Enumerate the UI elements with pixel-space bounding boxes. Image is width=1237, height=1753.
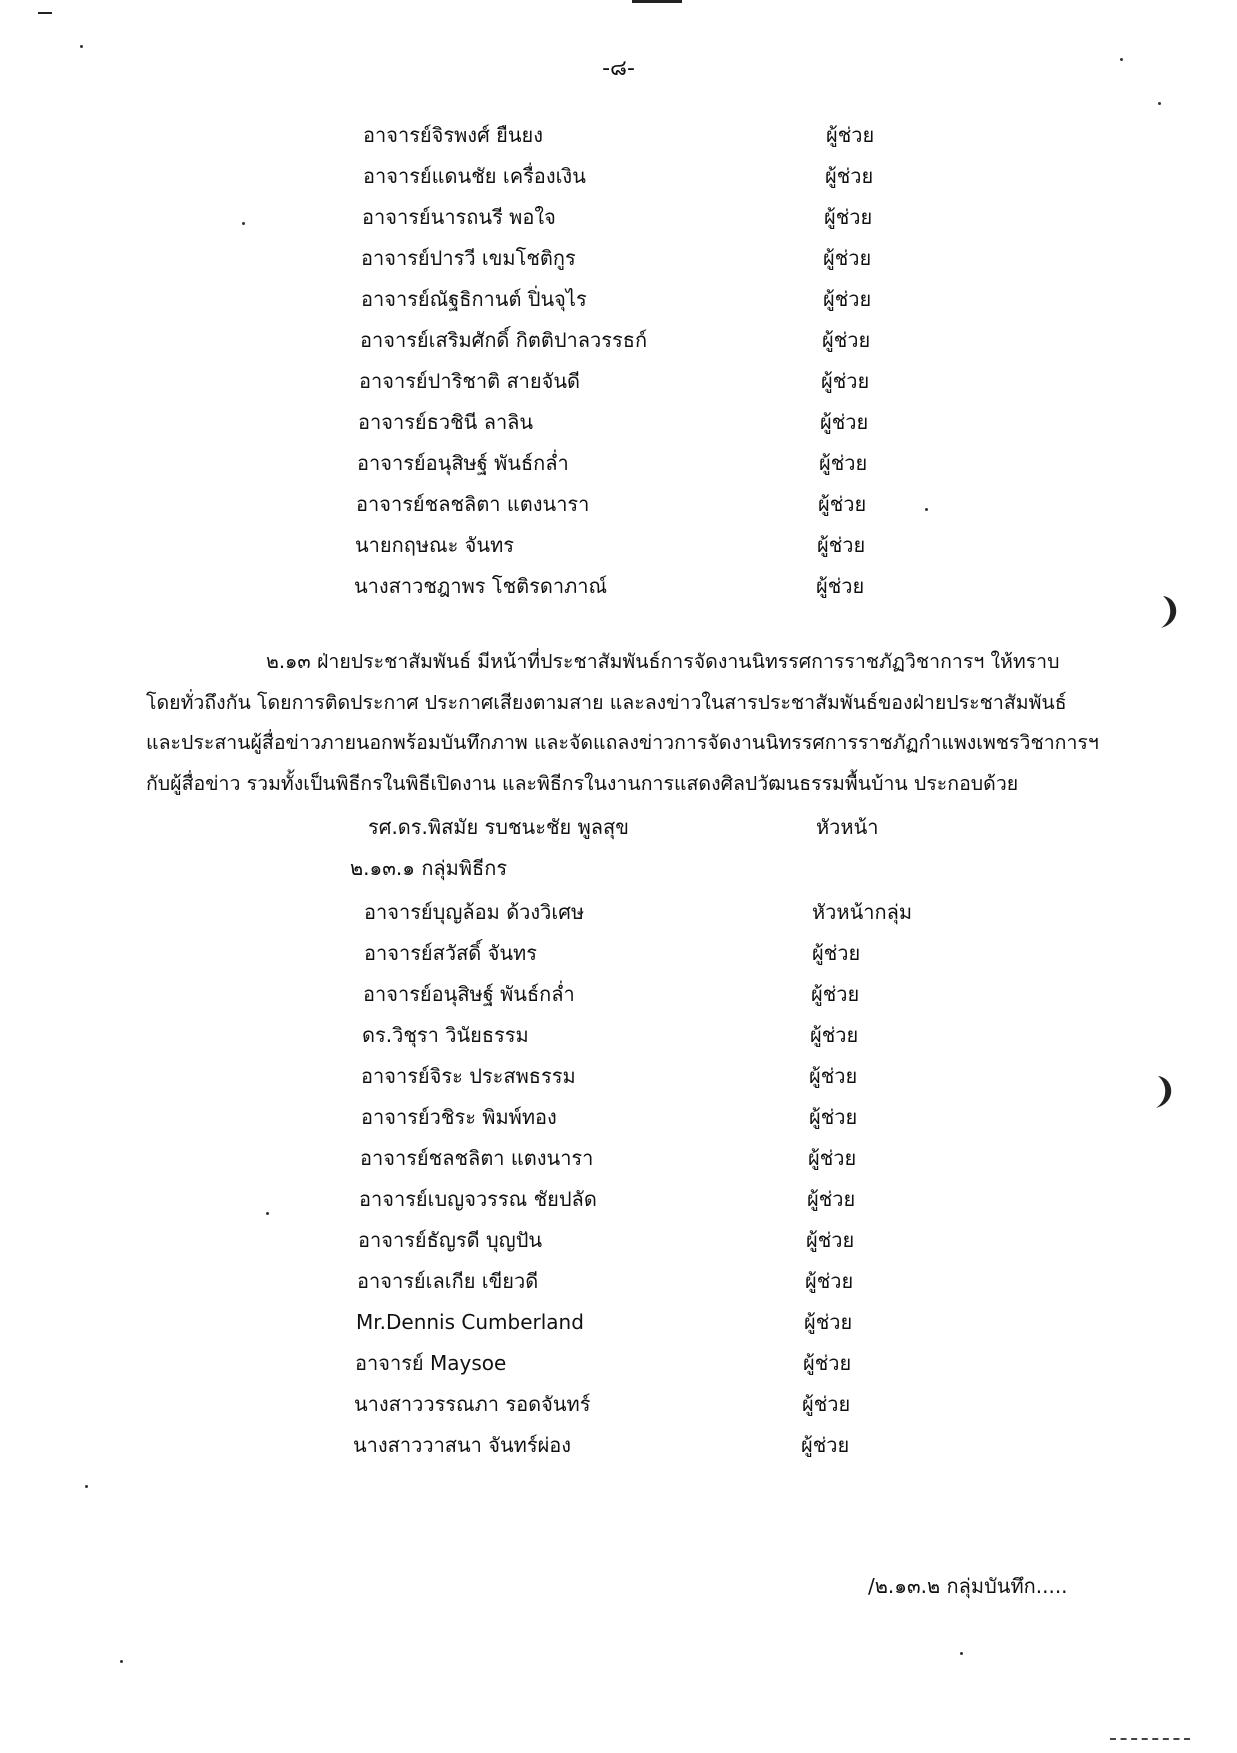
member-name: นางสาววาสนา จันทร์ผ่อง — [353, 1433, 572, 1457]
list-item — [364, 938, 924, 968]
member-name: นางสาววรรณภา รอดจันทร์ — [354, 1392, 591, 1416]
member-role: ผู้ช่วย — [809, 1105, 858, 1129]
member-role: ผู้ช่วย — [826, 123, 875, 147]
member-name: อาจารย์จิระ ประสพธรรม — [361, 1064, 576, 1088]
member-role: ผู้ช่วย — [810, 1023, 859, 1047]
paragraph-line: และประสานผู้สื่อข่าวภายนอกพร้อมบันทึกภาพ และจัดแถลงข่าวการจัดงานนิทรรศการราชภัฏกำแพงเพชรวิชาการฯ — [146, 731, 1099, 754]
list-item — [362, 202, 882, 232]
list-item — [363, 161, 883, 191]
list-item — [355, 530, 875, 560]
member-name: อาจารย์ณัฐธิกานต์ ปิ่นจุไร — [361, 287, 587, 311]
member-role: ผู้ช่วย — [825, 164, 874, 188]
member-role: ผู้ช่วย — [817, 533, 866, 557]
head-role: หัวหน้า — [816, 815, 879, 839]
list-item — [360, 1143, 920, 1173]
member-name: อาจารย์จิรพงศ์ ยืนยง — [363, 123, 543, 147]
list-item — [355, 1348, 915, 1378]
list-item — [364, 897, 924, 927]
list-item — [363, 120, 883, 150]
member-name: อาจารย์บุญล้อม ด้วงวิเศษ — [364, 900, 585, 924]
member-name: อาจารย์อนุสิษฐ์ พันธ์กล่ำ — [363, 982, 575, 1006]
member-role: ผู้ช่วย — [816, 574, 865, 598]
member-name: อาจารย์ปาริชาติ สายจันดี — [359, 369, 581, 393]
list-item — [360, 325, 880, 355]
member-name: อาจารย์วชิระ พิมพ์ทอง — [361, 1105, 557, 1129]
member-role: ผู้ช่วย — [812, 941, 861, 965]
member-role: ผู้ช่วย — [823, 246, 872, 270]
member-role: ผู้ช่วย — [804, 1310, 853, 1334]
list-item — [361, 284, 881, 314]
member-name: นางสาวชฎาพร โชติรดาภาณ์ — [354, 574, 608, 598]
list-item — [362, 1020, 922, 1050]
punch-hole-icon — [1155, 594, 1183, 630]
page-number: -๘- — [602, 56, 635, 81]
member-role: ผู้ช่วย — [820, 410, 869, 434]
member-name: นายกฤษณะ จันทร — [355, 533, 514, 557]
list-item — [358, 407, 878, 437]
scan-speck — [80, 45, 83, 48]
section-head — [368, 812, 888, 842]
member-name: อาจารย์ปารวี เขมโชติกูร — [361, 246, 576, 270]
list-item — [353, 1430, 913, 1460]
member-name: อาจารย์ชลชลิตา แตงนารา — [356, 492, 590, 516]
list-item — [354, 571, 874, 601]
member-role: ผู้ช่วย — [811, 982, 860, 1006]
member-name: ดร.วิชุรา วินัยธรรม — [362, 1023, 529, 1047]
paragraph-line: กับผู้สื่อข่าว รวมทั้งเป็นพิธีกรในพิธีเปิดงาน และพิธีกรในงานการแสดงศิลปวัฒนธรรมพื้นบ้าน ประกอบด้วย — [146, 772, 1019, 795]
list-item — [357, 1266, 917, 1296]
corner-scan-mark — [38, 12, 52, 14]
member-name: Mr.Dennis Cumberland — [356, 1310, 584, 1334]
continuation-reference: /๒.๑๓.๒ กลุ่มบันทึก..... — [868, 1574, 1068, 1598]
member-name: อาจารย์นารถนรี พอใจ — [362, 205, 556, 229]
member-role: ผู้ช่วย — [805, 1269, 854, 1293]
paragraph-line: โดยทั่วถึงกัน โดยการติดประกาศ ประกาศเสียงตามสาย และลงข่าวในสารประชาสัมพันธ์ของฝ่ายประชาสัมพันธ์ — [146, 691, 1067, 714]
scan-speck — [85, 1485, 88, 1488]
member-name: อาจารย์เบญจวรรณ ชัยปลัด — [359, 1187, 597, 1211]
list-item — [356, 1307, 916, 1337]
member-role: ผู้ช่วย — [823, 287, 872, 311]
list-item — [359, 1184, 919, 1214]
member-name: อาจารย์เสริมศักดิ์ กิตติปาลวรรธก์ — [360, 328, 648, 352]
punch-hole-icon — [1150, 1074, 1178, 1110]
list-item — [358, 1225, 918, 1255]
scan-speck — [242, 222, 245, 225]
paragraph-line: ๒.๑๓ ฝ่ายประชาสัมพันธ์ มีหน้าที่ประชาสัมพันธ์การจัดงานนิทรรศการราชภัฏวิชาการฯ ให้ทราบ — [266, 650, 1060, 673]
scan-speck — [1158, 102, 1161, 105]
list-item — [359, 366, 879, 396]
member-name: อาจารย์อนุสิษฐ์ พันธ์กล่ำ — [357, 451, 569, 475]
member-role: หัวหน้ากลุ่ม — [812, 900, 913, 924]
member-role: ผู้ช่วย — [803, 1351, 852, 1375]
member-name: อาจารย์ชลชลิตา แตงนารา — [360, 1146, 594, 1170]
member-name: อาจารย์ธวชินี ลาลิน — [358, 410, 534, 434]
member-name: อาจารย์แดนชัย เครื่องเงิน — [363, 164, 586, 188]
list-item — [361, 243, 881, 273]
member-name: อาจารย์ Maysoe — [355, 1351, 507, 1375]
scan-speck — [266, 1212, 269, 1215]
member-name: อาจารย์เลเกีย เขียวดี — [357, 1269, 539, 1293]
member-role: ผู้ช่วย — [801, 1433, 850, 1457]
member-role: ผู้ช่วย — [806, 1228, 855, 1252]
list-item — [357, 448, 877, 478]
member-role: ผู้ช่วย — [822, 328, 871, 352]
document-page: -๘- อาจารย์จิรพงศ์ ยืนยง ผู้ช่วย อาจารย์แดนชัย เครื่องเงิน ผู้ช่วย อาจารย์นารถนรี พอใจ ผู้ช่วย อาจารย์ปารวี เขมโชติกูร ผู้ช่วย อาจารย์ณัฐธิกานต์ ปิ่นจุไร ผู้ช่วย อาจารย์เสริมศักดิ์ กิตติปาลวรรธก์ ผู้ช่วย อาจารย์ปาริชาติ สายจันดี ผู้ช่วย อาจารย์ธวชินี ลาลิน ผู้ช่วย อาจารย์อนุสิษฐ์ พันธ์กล่ำ ผู้ช่วย อาจารย์ชลชลิตา แตงนารา ผู้ช่วย นายกฤษณะ จันทร ผู้ช่วย นางสาวชฎาพร โชติรดาภาณ์ ผู้ช่วย ๒.๑๓ ฝ่ายประชาสัมพันธ์ มีหน้าที่ประชาสัมพันธ์การจัดงานนิทรรศการราชภัฏวิชาการฯ ให้ทราบ โดยทั่วถึงกัน โดยการติดประกาศ ประกาศเสียงตามสาย และลงข่าวในสารประชาสัมพันธ์ของฝ่ายประชาสัมพันธ์ และประสานผู้สื่อข่าวภายนอกพร้อมบันทึกภาพ และจัดแถลงข่าวการจัดงานนิทรรศการราชภัฏกำแพงเพชรวิชาการฯ กับผู้สื่อข่าว รวมทั้งเป็นพิธีกรในพิธีเปิดงาน และพิธีกรในงานการแสดงศิลปวัฒนธรรมพื้นบ้าน ประกอบด้วย รศ.ดร.พิสมัย รบชนะชัย พูลสุข หัวหน้า ๒.๑๓.๑ กลุ่มพิธีกร อาจารย์บุญล้อม ด้วงวิเศษ หัวหน้ากลุ่ม อาจารย์สวัสดิ์ จันทร ผู้ช่วย อาจารย์อนุสิษฐ์ พันธ์กล่ำ ผู้ช่วย ดร.วิชุรา วินัยธรรม ผู้ช่วย อาจารย์จิระ ประสพธรรม ผู้ช่วย อาจารย์วชิระ พิมพ์ทอง ผู้ช่วย อาจารย์ชลชลิตา แตงนารา ผู้ช่วย อาจารย์เบญจวรรณ ชัยปลัด ผู้ช่วย อาจารย์ธัญรดี บุญปัน ผู้ช่วย อาจารย์เลเกีย เขียวดี ผู้ช่วย Mr.Dennis Cumberland ผู้ช่วย อาจารย์ Maysoe ผู้ช่วย นางสาววรรณภา รอดจันทร์ ผู้ช่วย นางสาววาสนา จันทร์ผ่อง ผู้ช่วย /๒.๑๓.๒ กลุ่มบันทึก..... — [0, 0, 1237, 1753]
scan-speck — [120, 1660, 123, 1663]
member-role: ผู้ช่วย — [808, 1146, 857, 1170]
member-name: อาจารย์สวัสดิ์ จันทร — [364, 941, 537, 965]
member-role: ผู้ช่วย — [807, 1187, 856, 1211]
bottom-scan-mark — [1110, 1738, 1190, 1740]
member-role: ผู้ช่วย — [821, 369, 870, 393]
head-name: รศ.ดร.พิสมัย รบชนะชัย พูลสุข — [368, 815, 629, 839]
list-item — [361, 1061, 921, 1091]
list-item — [363, 979, 923, 1009]
member-role: ผู้ช่วย — [819, 451, 868, 475]
member-role: ผู้ช่วย — [802, 1392, 851, 1416]
top-scan-mark — [632, 0, 682, 3]
list-item — [356, 489, 876, 519]
scan-speck — [960, 1652, 963, 1655]
member-role: ผู้ช่วย — [824, 205, 873, 229]
member-name: อาจารย์ธัญรดี บุญปัน — [358, 1228, 543, 1252]
member-role: ผู้ช่วย — [818, 492, 867, 516]
scan-speck — [1120, 58, 1123, 61]
member-role: ผู้ช่วย — [809, 1064, 858, 1088]
list-item — [354, 1389, 914, 1419]
list-item — [361, 1102, 921, 1132]
scan-speck — [925, 508, 928, 511]
